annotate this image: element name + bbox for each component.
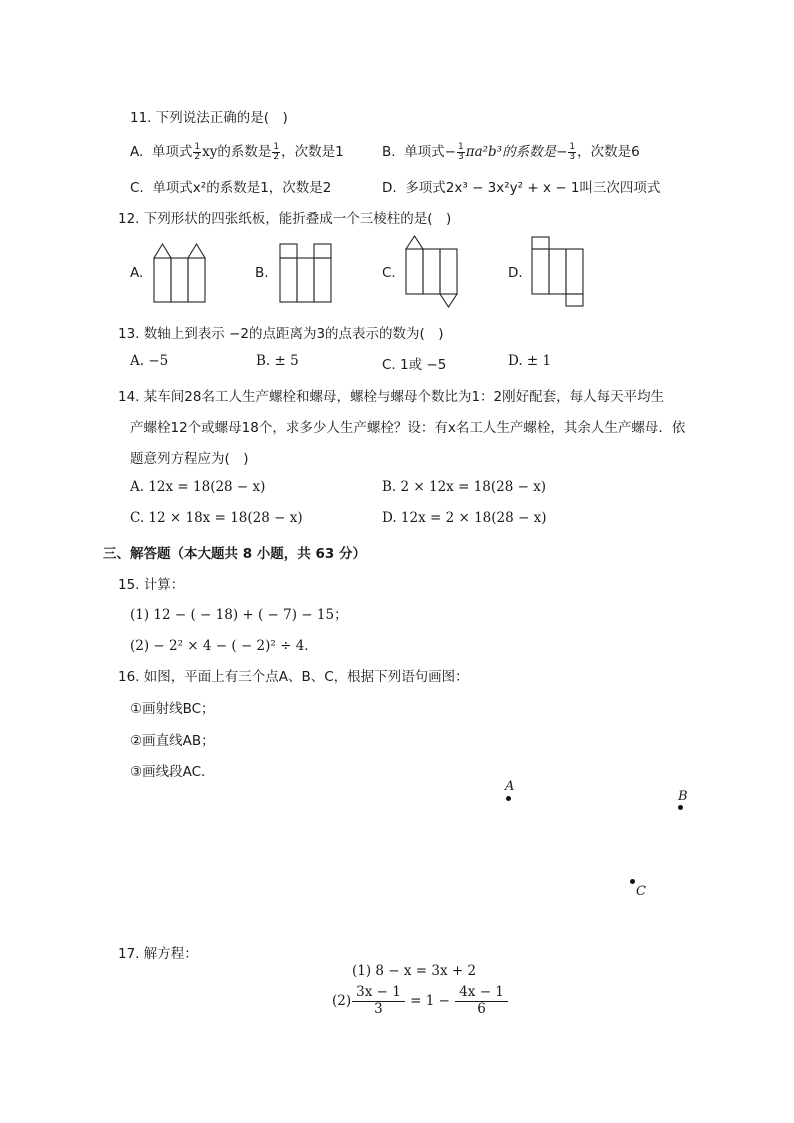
option-label: C. xyxy=(130,180,144,196)
option-label: A. xyxy=(130,144,144,160)
equation-text: = 1 − xyxy=(410,993,450,1009)
q12-label-c: C. xyxy=(382,265,396,281)
q17-equation-1: (1) 8 − x = 3x + 2 xyxy=(352,963,477,979)
fraction: $\frac{1}{3}$ xyxy=(457,141,464,162)
option-text: 单项式x²的系数是1，次数是2 xyxy=(152,180,332,196)
section-heading: 三、解答题（本大题共 8 小题，共 63 分） xyxy=(103,546,366,562)
point-c-dot xyxy=(630,879,635,884)
option-label: B. xyxy=(382,144,396,160)
q16-step-2: ②画直线AB； xyxy=(130,733,215,749)
option-text: ，次数是1 xyxy=(281,144,344,160)
option-text: 单项式 xyxy=(404,144,445,160)
q17-stem: 17. 解方程： xyxy=(118,946,198,962)
point-a-dot xyxy=(506,796,511,801)
q16-step-3: ③画线段AC． xyxy=(130,764,215,780)
point-a-label: A xyxy=(505,779,515,794)
fraction: $\frac{1}{2}$ xyxy=(194,141,201,162)
q16-stem: 16. 如图，平面上有三个点A、B、C，根据下列语句画图： xyxy=(118,669,469,685)
part-label: (2) xyxy=(332,993,352,1009)
net-figure-c xyxy=(402,232,462,312)
q11-stem: 11. 下列说法正确的是( ) xyxy=(130,110,288,126)
q12-label-a: A. xyxy=(130,265,144,281)
q14-option-a: A. 12x = 18(28 − x) xyxy=(130,479,266,495)
fraction: $\frac{3x - 1}{3}$ xyxy=(352,985,405,1017)
option-text: 多项式2x³ − 3x²y² + x − 1叫三次四项式 xyxy=(405,180,661,196)
point-b-label: B xyxy=(678,789,688,804)
q14-option-b: B. 2 × 12x = 18(28 − x) xyxy=(382,479,547,495)
net-figure-d xyxy=(528,232,588,312)
point-b-dot xyxy=(678,805,683,810)
q13-option-a: A. −5 xyxy=(130,353,169,369)
q17-equation-2 xyxy=(332,985,509,1017)
q12-stem: 12. 下列形状的四张纸板，能折叠成一个三棱柱的是( ) xyxy=(118,211,452,227)
fraction: $\frac{1}{3}$ xyxy=(569,141,576,162)
net-figure-a xyxy=(150,240,210,306)
q16-step-1: ①画射线BC； xyxy=(130,701,215,717)
point-c-label: C xyxy=(636,884,646,899)
q11-option-b xyxy=(382,140,640,162)
q13-option-d: D. ± 1 xyxy=(508,353,552,369)
option-text: xy的系数是 xyxy=(202,144,272,160)
option-text: 单项式 xyxy=(151,144,193,160)
minus-sign: − xyxy=(444,144,456,160)
q12-label-b: B. xyxy=(255,265,269,281)
q13-option-c: C. 1或 −5 xyxy=(382,357,447,373)
q14-stem-line-1: 14. 某车间28名工人生产螺栓和螺母，螺栓与螺母个数比为1：2刚好配套，每人每天平均生 xyxy=(118,389,665,405)
option-text: ，次数是6 xyxy=(577,144,640,160)
net-figure-b xyxy=(276,240,336,306)
q12-label-d: D. xyxy=(508,265,523,281)
q15-part-2: (2) − 2² × 4 − ( − 2)² ÷ 4． xyxy=(130,638,318,654)
fraction: $\frac{4x - 1}{6}$ xyxy=(455,985,508,1017)
q11-option-c xyxy=(130,176,331,196)
option-label: D. xyxy=(382,180,397,196)
q14-stem-line-3: 题意列方程应为( ) xyxy=(130,451,249,467)
q15-stem: 15. 计算： xyxy=(118,577,185,593)
q13-stem: 13. 数轴上到表示 −2的点距离为3的点表示的数为( ) xyxy=(118,326,444,342)
q11-option-d xyxy=(382,176,660,196)
q14-stem-line-2: 产螺栓12个或螺母18个，求多少人生产螺栓？设：有x名工人生产螺栓，其余人生产螺母．依 xyxy=(130,420,686,436)
q14-option-d: D. 12x = 2 × 18(28 − x) xyxy=(382,510,547,526)
q13-option-b: B. ± 5 xyxy=(256,353,299,369)
q15-part-1: (1) 12 − ( − 18) + ( − 7) − 15； xyxy=(130,607,348,623)
minus-sign: − xyxy=(556,144,568,160)
q11-option-a xyxy=(130,140,344,162)
q14-option-c: C. 12 × 18x = 18(28 − x) xyxy=(130,510,303,526)
fraction: $\frac{1}{2}$ xyxy=(273,141,280,162)
option-text: πa²b³的系数是 xyxy=(465,144,557,160)
